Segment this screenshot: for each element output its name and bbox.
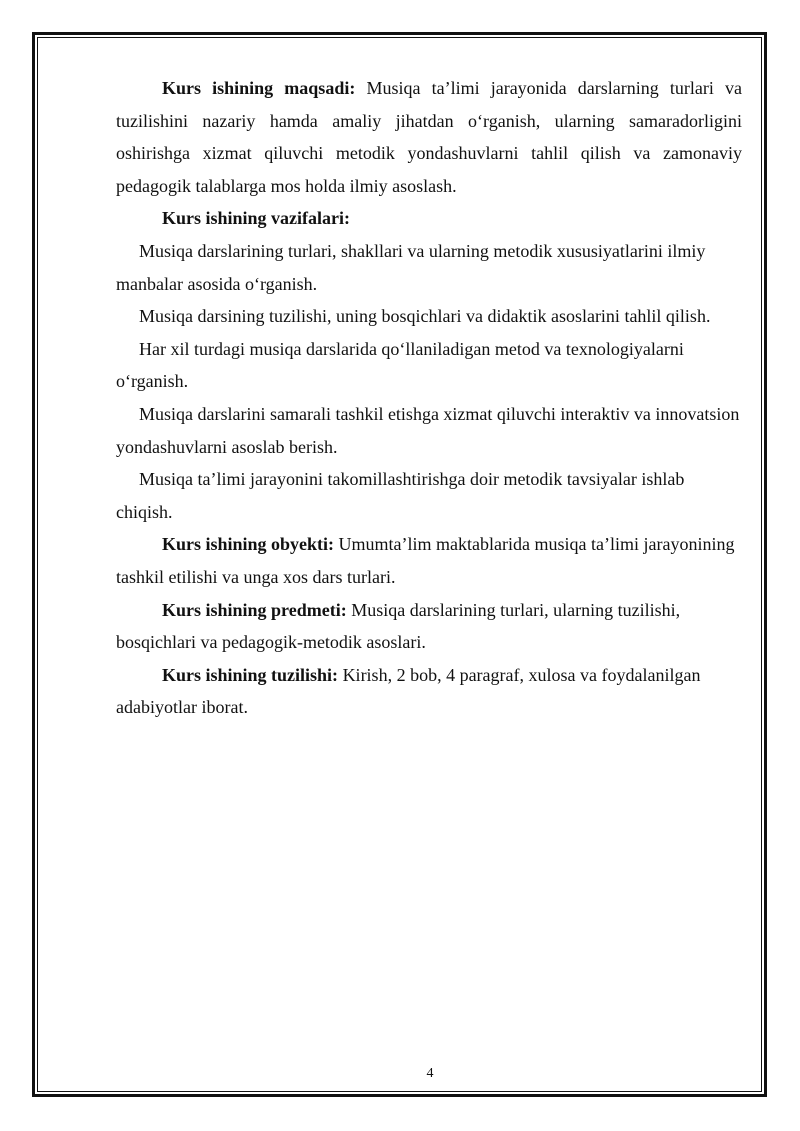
object-paragraph [116, 528, 742, 593]
structure-label: Kurs ishining tuzilishi: [162, 664, 339, 685]
subject-text: Musiqa darslarining turlari, ularning tuzilishi, bosqichlari va pedagogik-metodik asoslari. [116, 599, 681, 653]
structure-paragraph [116, 659, 742, 724]
aim-text: Musiqa ta’limi jarayonida darslarning turlari va tuzilishini nazariy hamda amaliy jihatdan o‘rganish, ularning samaradorligini oshirishga xizmat qiluvchi metodik yondashuvlarni tahlil qilish va zamonaviy pedagogik talablarga mos holda ilmiy asoslash. [116, 78, 742, 196]
task-item: Musiqa darslarining turlari, shakllari va ularning metodik xususiyatlarini ilmiy manbalar asosida o‘rganish. [116, 240, 706, 294]
object-label: Kurs ishining obyekti: [162, 534, 335, 555]
page-number: 4 [426, 1066, 434, 1081]
tasks-heading: Kurs ishining vazifalari: [162, 208, 351, 229]
structure-text: Kirish, 2 bob, 4 paragraf, xulosa va foydalanilgan adabiyotlar iborat. [116, 664, 701, 718]
task-item: Musiqa ta’limi jarayonini takomillashtirishga doir metodik tavsiyalar ishlab chiqish. [116, 469, 685, 522]
subject-label: Kurs ishining predmeti: [162, 599, 347, 620]
object-text: Umumta’lim maktablarida musiqa ta’limi jarayonining tashkil etilishi va unga xos dars turlari. [116, 534, 735, 587]
task-item: Musiqa darslarini samarali tashkil etishga xizmat qiluvchi interaktiv va innovatsion yondashuvlarni asoslab berish. [116, 403, 740, 457]
task-item: Musiqa darsining tuzilishi, uning bosqichlari va didaktik asoslarini tahlil qilish. [139, 306, 711, 327]
task-item: Har xil turdagi musiqa darslarida qo‘llaniladigan metod va texnologiyalarni o‘rganish. [116, 338, 684, 392]
aim-label: Kurs ishining maqsadi: [162, 78, 356, 98]
subject-paragraph [116, 594, 742, 659]
aim-paragraph [116, 72, 742, 202]
document-body [116, 72, 742, 724]
